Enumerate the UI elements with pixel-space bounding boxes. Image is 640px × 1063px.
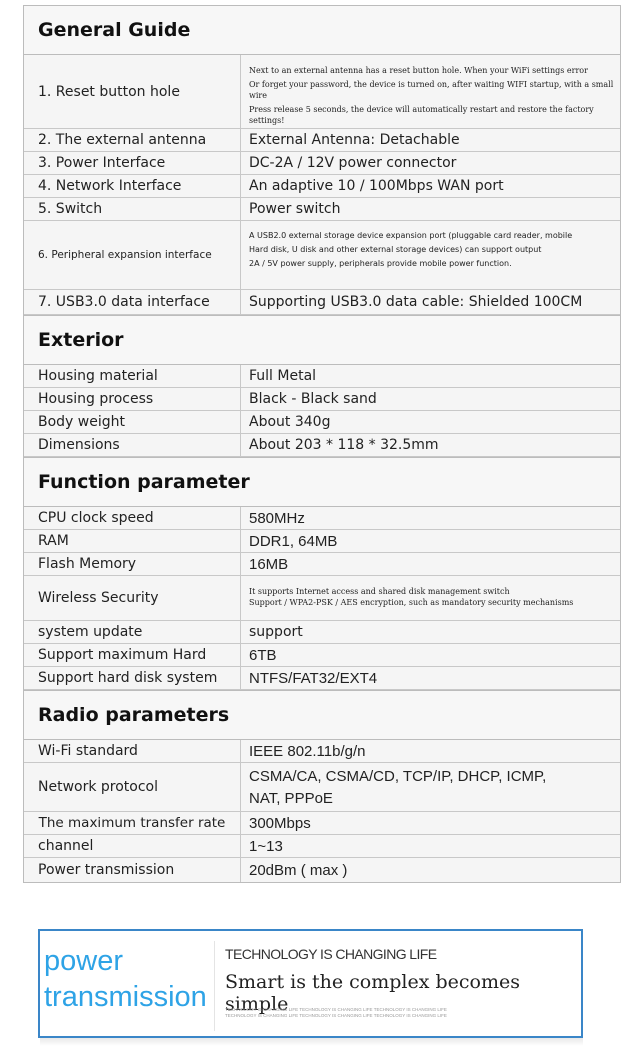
spec-value: Full Metal — [249, 368, 317, 384]
spec-value: Supporting USB3.0 data cable: Shielded 100CM — [249, 294, 583, 310]
spec-row-housing-material — [24, 365, 620, 388]
spec-value: 1~13 — [249, 837, 283, 855]
spec-value: Power switch — [249, 201, 341, 217]
section-title-general-guide: General Guide — [24, 6, 620, 55]
spec-value: IEEE 802.11b/g/n — [249, 742, 366, 760]
spec-value: support — [249, 624, 303, 640]
spec-row-max-hard — [24, 644, 620, 667]
spec-value — [241, 221, 620, 289]
spec-label: CPU clock speed — [24, 507, 241, 529]
spec-label: RAM — [24, 530, 241, 552]
spec-value — [241, 55, 620, 128]
spec-label: Flash Memory — [24, 553, 241, 575]
spec-label: Wireless Security — [24, 576, 241, 620]
spec-value-line: Next to an external antenna has a reset button hole. When your WiFi settings error — [249, 66, 588, 75]
banner-shadow — [40, 1038, 583, 1046]
spec-label: Dimensions — [24, 434, 241, 456]
spec-row-reset-button — [24, 55, 620, 129]
spec-label: Body weight — [24, 411, 241, 433]
spec-row-dimensions — [24, 434, 620, 457]
spec-value: External Antenna: Detachable — [249, 132, 460, 148]
spec-row-hard-disk-system — [24, 667, 620, 690]
spec-label: 1. Reset button hole — [24, 55, 241, 128]
spec-row-switch — [24, 198, 620, 221]
spec-value: An adaptive 10 / 100Mbps WAN port — [249, 178, 504, 194]
spec-row-peripheral-expansion — [24, 221, 620, 290]
spec-label: 6. Peripheral expansion interface — [24, 221, 241, 289]
spec-row-housing-process — [24, 388, 620, 411]
spec-row-wireless-security — [24, 576, 620, 621]
spec-value — [241, 576, 620, 620]
spec-label: system update — [24, 621, 241, 643]
spec-label: 2. The external antenna — [24, 129, 241, 151]
spec-row-flash-memory — [24, 553, 620, 576]
spec-value-line: Hard disk, U disk and other external storage devices) can support output — [249, 245, 542, 254]
spec-row-cpu-clock — [24, 507, 620, 530]
banner-tagline: Smart is the complex becomes simple — [225, 971, 520, 1015]
spec-value-line: Press release 5 seconds, the device will automatically restart and restore the factory settings! — [249, 105, 594, 125]
spec-label: Housing material — [24, 365, 241, 387]
section-title-radio-parameters: Radio parameters — [24, 690, 620, 740]
spec-row-network-interface — [24, 175, 620, 198]
spec-label: Power transmission — [24, 858, 241, 882]
spec-row-power-transmission — [24, 858, 620, 882]
spec-row-body-weight — [24, 411, 620, 434]
spec-value: 16MB — [249, 555, 289, 573]
spec-label: 3. Power Interface — [24, 152, 241, 174]
spec-value-line: 2A / 5V power supply, peripherals provide mobile power function. — [249, 259, 512, 268]
spec-table — [23, 5, 621, 883]
section-title-function-parameter: Function parameter — [24, 457, 620, 507]
spec-row-external-antenna — [24, 129, 620, 152]
spec-value: 580MHz — [249, 509, 305, 527]
spec-value-line: CSMA/CA, CSMA/CD, TCP/IP, DHCP, ICMP, — [249, 768, 547, 785]
spec-row-power-interface — [24, 152, 620, 175]
spec-label: 7. USB3.0 data interface — [24, 290, 241, 314]
spec-value: About 203 * 118 * 32.5mm — [249, 437, 439, 453]
banner-fine-print: TECHNOLOGY IS CHANGING LIFE TECHNOLOGY IS CHANGING LIFE TECHNOLOGY IS CHANGING LIFE TECHNOLOGY IS CHANGING LIFE TECHNOLOGY IS CHANGING LIFE TECHNOLOGY IS CHANGING LIFE — [225, 1007, 447, 1018]
spec-row-channel — [24, 835, 620, 858]
spec-row-system-update — [24, 621, 620, 644]
spec-value-line: Or forget your password, the device is turned on, after waiting WIFI startup, with a small wire — [249, 80, 614, 100]
spec-label: Network protocol — [24, 763, 241, 811]
spec-row-network-protocol — [24, 763, 620, 812]
banner-title — [44, 943, 207, 1015]
banner-title-line: transmission — [44, 981, 207, 1013]
banner-divider — [214, 941, 215, 1031]
spec-value: 6TB — [249, 646, 277, 664]
spec-value: DC-2A / 12V power connector — [249, 155, 457, 171]
spec-value-line: A USB2.0 external storage device expansion port (pluggable card reader, mobile — [249, 231, 573, 240]
spec-value: Black - Black sand — [249, 391, 377, 407]
section-title-exterior: Exterior — [24, 315, 620, 365]
spec-label: Housing process — [24, 388, 241, 410]
banner-title-line: power — [44, 945, 123, 977]
spec-value: NTFS/FAT32/EXT4 — [249, 669, 378, 687]
spec-row-usb3-interface — [24, 290, 620, 315]
spec-value-line: Support / WPA2-PSK / AES encryption, such as mandatory security mechanisms — [249, 598, 574, 607]
spec-value — [241, 763, 620, 811]
spec-label: 5. Switch — [24, 198, 241, 220]
spec-row-ram — [24, 530, 620, 553]
spec-label: Support maximum Hard — [24, 644, 241, 666]
promo-banner — [38, 929, 583, 1038]
spec-value: About 340g — [249, 414, 331, 430]
spec-label: channel — [24, 835, 241, 857]
spec-label: Support hard disk system — [24, 667, 241, 689]
spec-value: DDR1, 64MB — [249, 532, 338, 550]
spec-value: 300Mbps — [249, 814, 311, 832]
spec-value: 20dBm ( max ) — [249, 861, 348, 879]
spec-label: Wi-Fi standard — [24, 740, 241, 762]
spec-label: The maximum transfer rate — [24, 812, 241, 834]
spec-value-line: NAT, PPPoE — [249, 790, 333, 807]
spec-label: 4. Network Interface — [24, 175, 241, 197]
spec-value-line: It supports Internet access and shared disk management switch — [249, 587, 510, 596]
spec-row-max-transfer-rate — [24, 812, 620, 835]
banner-headline: TECHNOLOGY IS CHANGING LIFE — [225, 946, 437, 962]
spec-row-wifi-standard — [24, 740, 620, 763]
